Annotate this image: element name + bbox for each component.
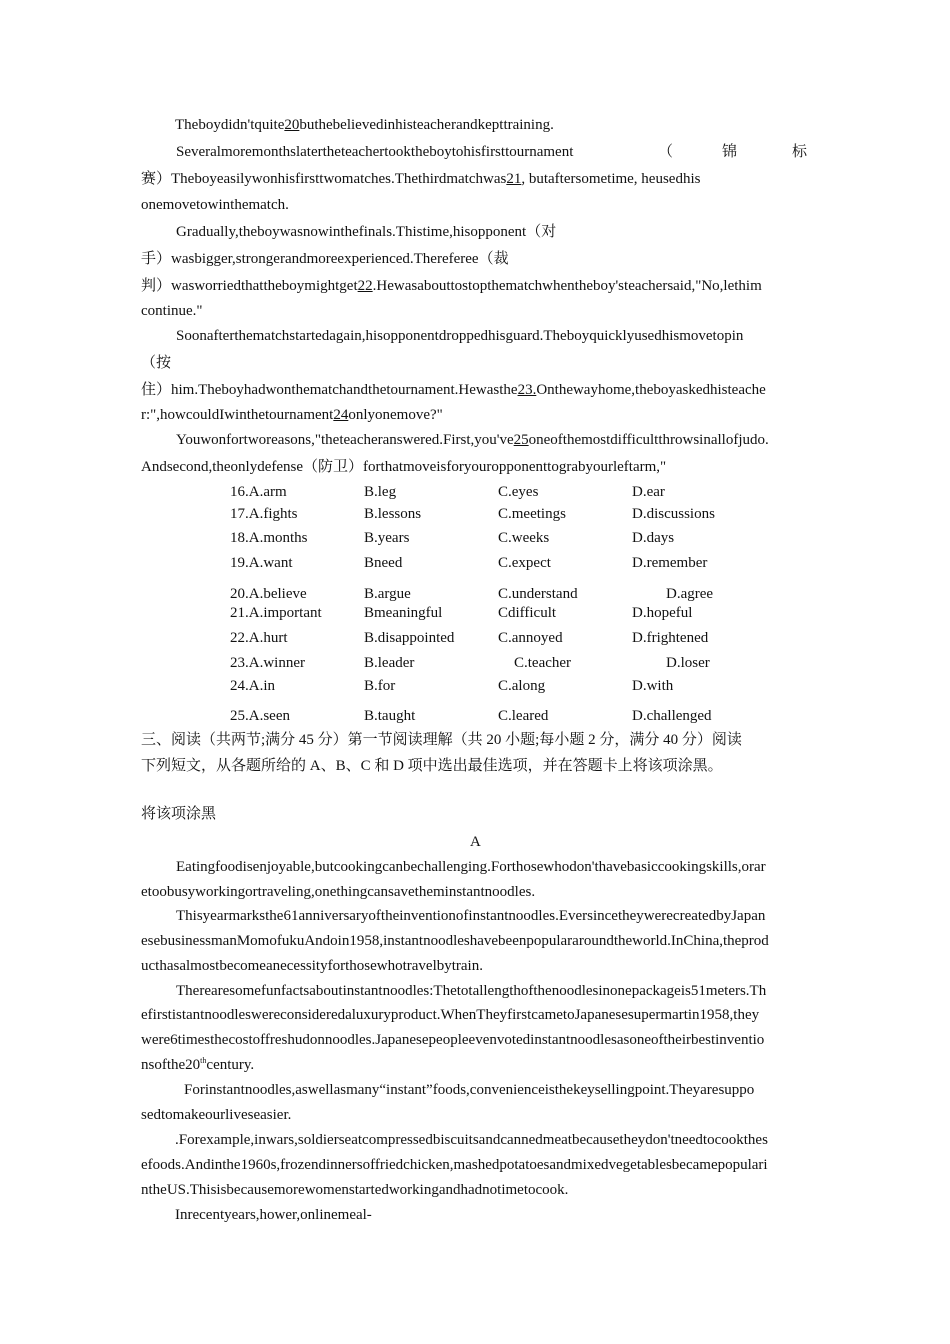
text: , butaftersometime, heusedhis bbox=[521, 171, 701, 187]
option-16-B: B.leg bbox=[364, 484, 397, 500]
text: 判）wasworriedthattheboymightget bbox=[141, 278, 358, 294]
option-20-A: 20.A.believe bbox=[230, 586, 307, 602]
option-18-C: C.weeks bbox=[498, 530, 550, 546]
passage-line: efoods.Andinthe1960s,frozendinnersoffriedchicken,mashedpotatoesandmixedvegetablesbecamepopulari bbox=[141, 1157, 768, 1173]
passage-line: Andsecond,theonlydefense（防卫）forthatmoveisforyouropponenttograbyourleftarm," bbox=[141, 459, 667, 475]
option-23-C: C.teacher bbox=[514, 655, 572, 671]
text: r:",howcouldIwinthetournament bbox=[141, 407, 334, 423]
passage-line: ucthasalmostbecomeanecessityforthosewhotravelbytrain. bbox=[141, 958, 483, 974]
passage-line: etoobusyworkingortraveling,onethingcansavetheminstantnoodles. bbox=[141, 884, 536, 900]
option-19-D: D.remember bbox=[632, 555, 708, 571]
option-25-A: 25.A.seen bbox=[230, 708, 290, 724]
option-18-D: D.days bbox=[632, 530, 675, 546]
option-16-A: 16.A.arm bbox=[230, 484, 287, 500]
option-20-C: C.understand bbox=[498, 586, 578, 602]
passage-line: Soonafterthematchstartedagain,hisopponentdroppedhisguard.Theboyquicklyusedhismovetopin bbox=[176, 328, 744, 344]
passage-heading: A bbox=[470, 834, 481, 850]
text: century. bbox=[206, 1057, 255, 1073]
option-23-B: B.leader bbox=[364, 655, 415, 671]
blank-22: 22 bbox=[357, 278, 373, 294]
option-25-C: C.leared bbox=[498, 708, 549, 724]
passage-line: efirstistantnoodleswereconsideredaluxuryproduct.WhenTheyfirstcametoJapanesesupermartin1958,they bbox=[141, 1007, 760, 1023]
text: nsofthe20 bbox=[141, 1057, 201, 1073]
passage-line: Severalmoremonthslatertheteachertooktheboytohisfirsttournament bbox=[176, 144, 574, 160]
blank-23: 23. bbox=[517, 382, 537, 398]
blank-24: 24 bbox=[333, 407, 349, 423]
option-21-D: D.hopeful bbox=[632, 605, 693, 621]
passage-line: Therearesomefunfactsaboutinstantnoodles:Thetotallengthofthenoodlesinonepackageis51meters.Th bbox=[176, 983, 767, 999]
option-18-A: 18.A.months bbox=[230, 530, 308, 546]
blank-20: 20 bbox=[284, 117, 300, 133]
passage-text: （ bbox=[658, 144, 674, 160]
text: Youwonfortworeasons,"theteacheranswered.First,you've bbox=[176, 432, 514, 448]
option-17-D: D.discussions bbox=[632, 506, 715, 522]
superscript: th bbox=[200, 1056, 207, 1065]
option-22-C: C.annoyed bbox=[498, 630, 563, 646]
option-22-D: D.frightened bbox=[632, 630, 709, 646]
option-16-C: C.eyes bbox=[498, 484, 539, 500]
passage-line: Eatingfoodisenjoyable,butcookingcanbechallenging.Forthosewhodon'thavebasiccookingskills,orar bbox=[176, 859, 766, 875]
text: onlyonemove?" bbox=[348, 407, 443, 423]
passage-line: continue." bbox=[141, 303, 203, 319]
option-24-A: 24.A.in bbox=[230, 678, 275, 694]
option-24-B: B.for bbox=[364, 678, 396, 694]
text: 赛）Theboyeasilywonhisfirsttwomatches.Thethirdmatchwas bbox=[141, 171, 507, 187]
passage-line: Thisyearmarksthe61anniversaryoftheinventionofinstantnoodles.EversincetheywerecreatedbyJapan bbox=[176, 908, 766, 924]
passage-line: sedtomakeourliveseasier. bbox=[141, 1107, 292, 1123]
text: oneofthemostdifficultthrowsinallofjudo. bbox=[528, 432, 769, 448]
passage-text: 标 bbox=[792, 144, 808, 160]
option-23-A: 23.A.winner bbox=[230, 655, 305, 671]
passage-line bbox=[176, 431, 769, 449]
passage-line bbox=[175, 116, 554, 134]
passage-line bbox=[141, 381, 766, 399]
passage-line: Gradually,theboywasnowinthefinals.Thistime,hisopponent（对 bbox=[176, 224, 557, 240]
option-16-D: D.ear bbox=[632, 484, 665, 500]
passage-line: were6timesthecostoffreshudonnoodles.Japanesepeopleevenvotedinstantnoodlesasoneoftheirbestinventio bbox=[141, 1032, 765, 1048]
passage-line bbox=[141, 170, 700, 188]
passage-line: .Forexample,inwars,soldierseatcompressedbiscuitsandcannedmeatbecausetheydon'tneedtocookthes bbox=[175, 1132, 768, 1148]
option-17-A: 17.A.fights bbox=[230, 506, 298, 522]
blank-21: 21 bbox=[506, 171, 522, 187]
passage-line: Forinstantnoodles,aswellasmany“instant”foods,convenienceisthekeysellingpoint.Theyaresuppo bbox=[184, 1082, 755, 1098]
option-21-B: Bmeaningful bbox=[364, 605, 443, 621]
option-17-C: C.meetings bbox=[498, 506, 566, 522]
option-17-B: B.lessons bbox=[364, 506, 422, 522]
option-23-D: D.loser bbox=[666, 655, 710, 671]
passage-line: onemovetowinthematch. bbox=[141, 197, 289, 213]
section-note: 将该项涂黑 bbox=[141, 806, 217, 822]
passage-line: （按 bbox=[141, 355, 172, 371]
option-24-C: C.along bbox=[498, 678, 546, 694]
passage-line bbox=[141, 277, 762, 295]
option-20-B: B.argue bbox=[364, 586, 411, 602]
blank-25: 25 bbox=[513, 432, 529, 448]
text: .Hewasabouttostopthematchwhentheboy'steachersaid,"No,lethim bbox=[372, 278, 762, 294]
passage-text: 锦 bbox=[722, 144, 738, 160]
option-22-B: B.disappointed bbox=[364, 630, 455, 646]
option-19-B: Bneed bbox=[364, 555, 403, 571]
text: Theboydidn'tquite bbox=[175, 117, 285, 133]
option-21-C: Cdifficult bbox=[498, 605, 557, 621]
passage-line bbox=[141, 406, 443, 424]
passage-line bbox=[141, 1056, 254, 1074]
option-24-D: D.with bbox=[632, 678, 674, 694]
option-21-A: 21.A.important bbox=[230, 605, 322, 621]
text: buthebelievedinhisteacherandkepttraining. bbox=[299, 117, 554, 133]
option-19-A: 19.A.want bbox=[230, 555, 293, 571]
option-18-B: B.years bbox=[364, 530, 410, 546]
section-instructions: 三、阅读（共两节;满分 45 分）第一节阅读理解（共 20 小题;每小题 2 分，满分 40 分）阅读 bbox=[141, 732, 742, 748]
option-25-B: B.taught bbox=[364, 708, 416, 724]
option-25-D: D.challenged bbox=[632, 708, 712, 724]
passage-line: Inrecentyears,hower,onlinemeal- bbox=[175, 1207, 372, 1223]
option-22-A: 22.A.hurt bbox=[230, 630, 288, 646]
option-20-D: D.agree bbox=[666, 586, 714, 602]
passage-line: ntheUS.Thisisbecausemorewomenstartedworkingandhadnotimetocook. bbox=[141, 1182, 569, 1198]
passage-line: 手）wasbigger,strongerandmoreexperienced.Thereferee（裁 bbox=[141, 251, 509, 267]
text: 住）him.Theboyhadwonthematchandthetournament.Hewasthe bbox=[141, 382, 518, 398]
option-19-C: C.expect bbox=[498, 555, 551, 571]
section-instructions: 下列短文，从各题所给的 A、B、C 和 D 项中选出最佳选项，并在答题卡上将该项涂黑。 bbox=[141, 758, 723, 774]
passage-line: esebusinessmanMomofukuAndoin1958,instantnoodleshavebeenpopulararoundtheworld.InChina,theprod bbox=[141, 933, 769, 949]
text: Onthewayhome,theboyaskedhisteache bbox=[536, 382, 766, 398]
